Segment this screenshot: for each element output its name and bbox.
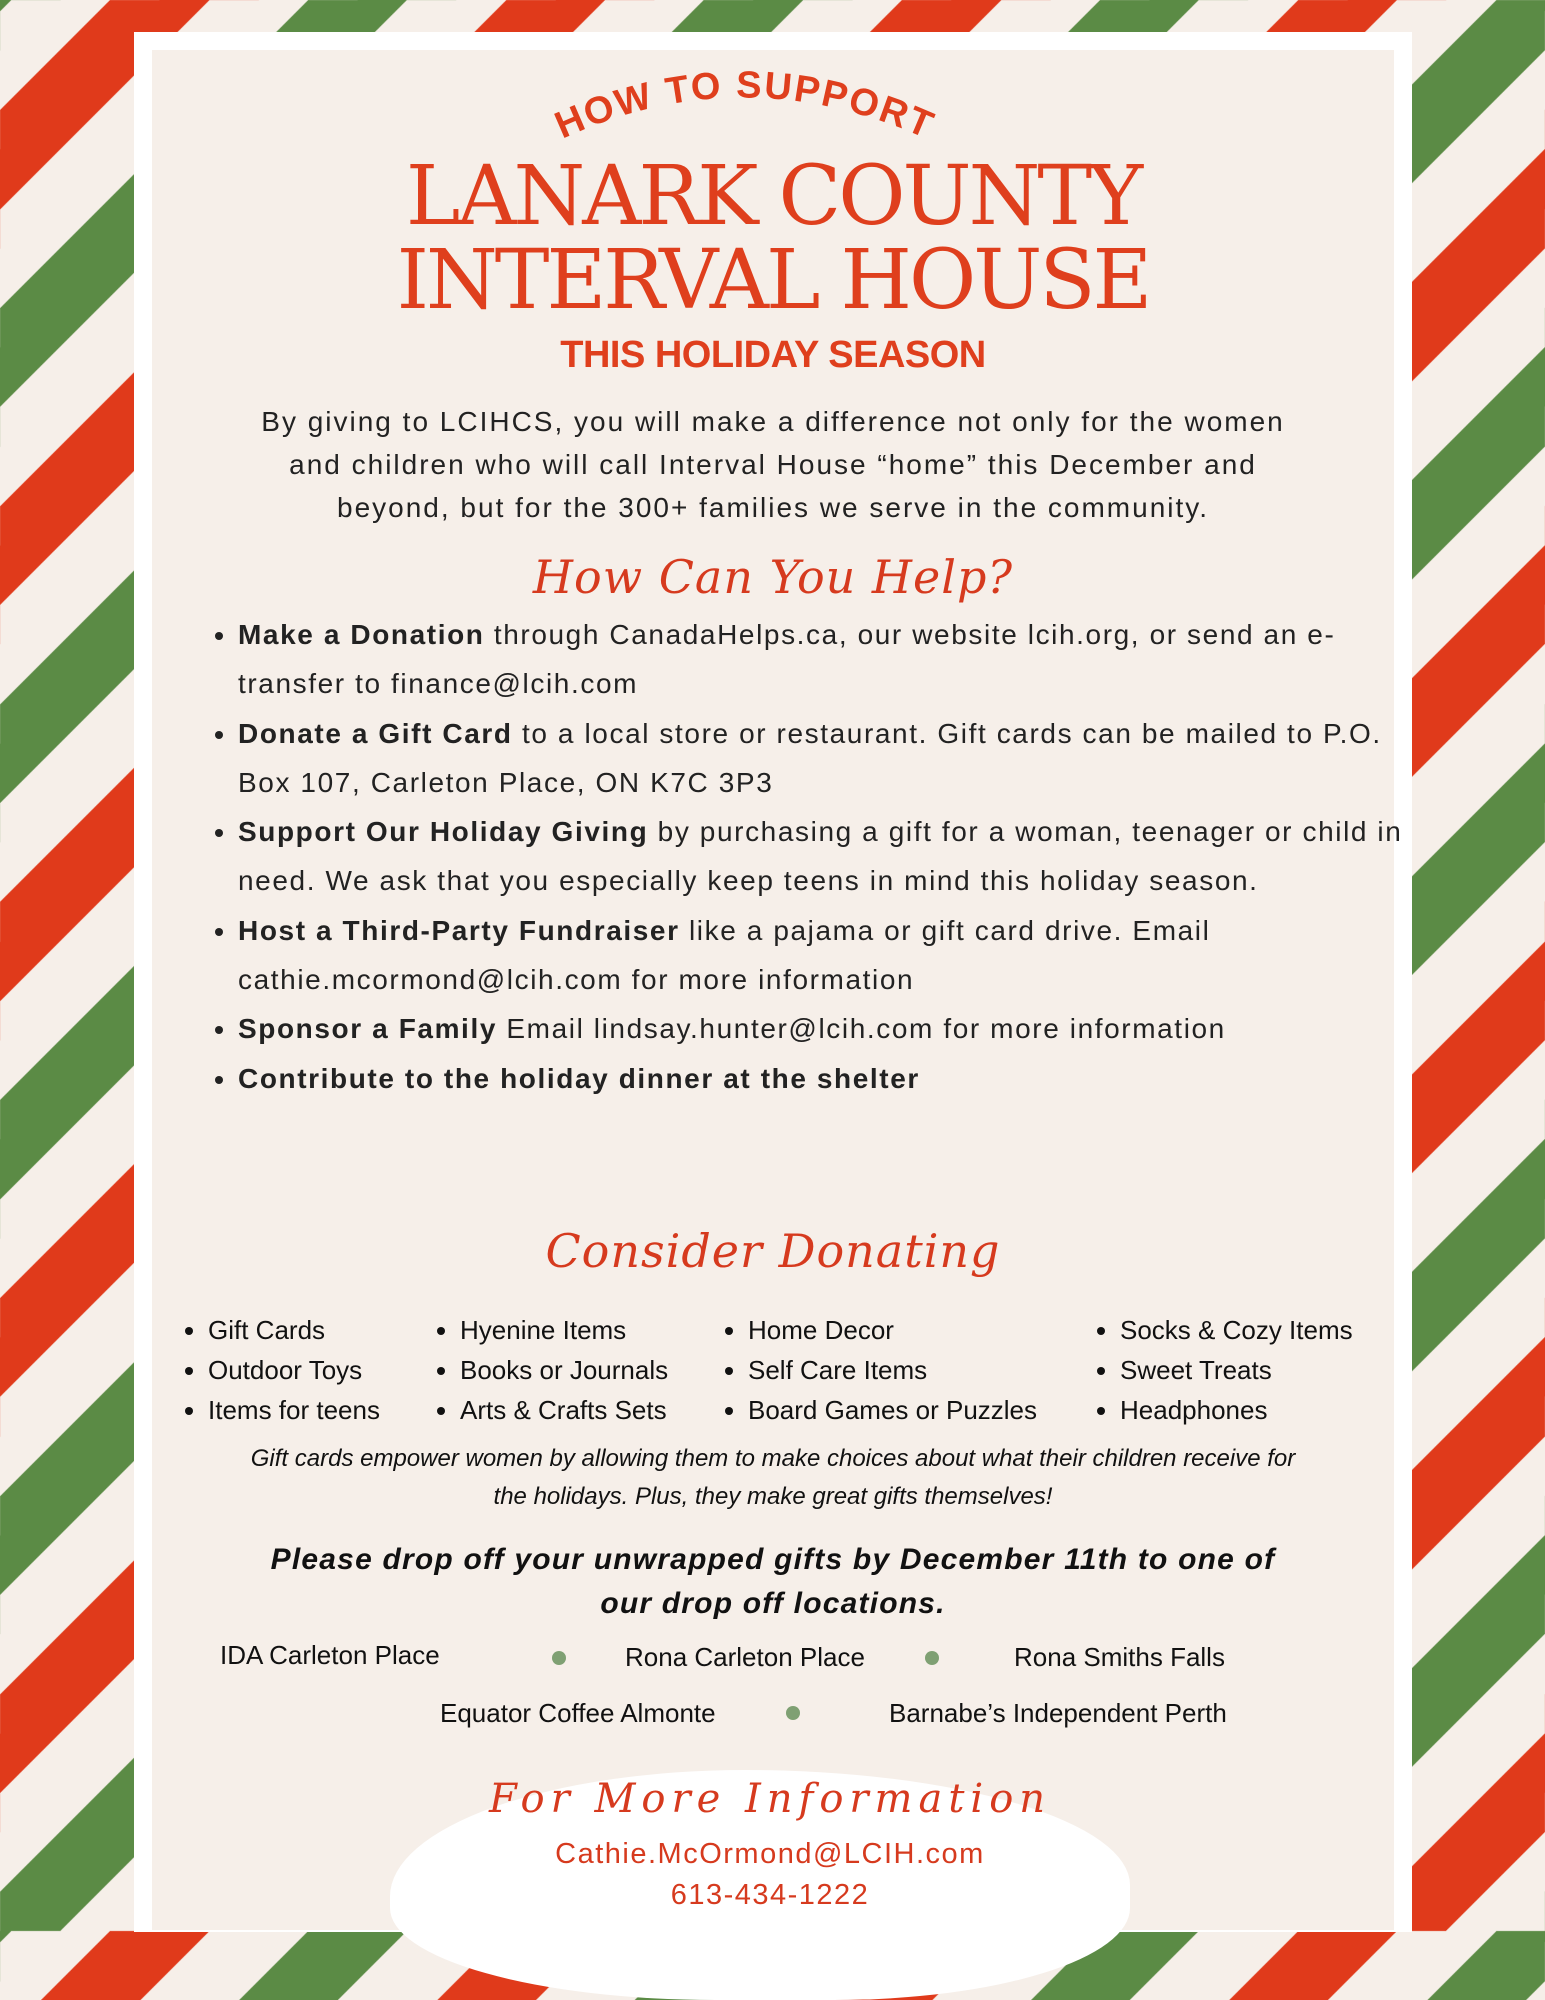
donation-column-3 (718, 1310, 1037, 1430)
help-item-bold: Contribute to the holiday dinner at the shelter (238, 1062, 920, 1094)
note-line-1: Gift cards empower women by allowing them to make choices about what their children receive for (250, 1445, 1296, 1472)
help-item-bold: Support Our Holiday Giving (238, 816, 649, 848)
help-item-bold: Sponsor a Family (238, 1013, 497, 1045)
donation-column-1 (178, 1310, 380, 1430)
list-item: • Socks & Cozy Items (1120, 1310, 1353, 1350)
help-item (238, 807, 1408, 906)
donation-column-2 (430, 1310, 668, 1430)
dropoff-line-1: Please drop off your unwrapped gifts by December 11th to one of (270, 1543, 1276, 1576)
list-item: • Gift Cards (208, 1310, 380, 1350)
location-ida-carleton-place: IDA Carleton Place (220, 1640, 440, 1670)
help-item-text: to a local store or restaurant. Gift cards can be mailed to P.O. Box 107, Carleton Place, ON K7C 3P3 (238, 717, 1382, 798)
help-item-bold: Donate a Gift Card (238, 717, 513, 749)
list-item: • Books or Journals (460, 1350, 668, 1390)
contact-email[interactable]: Cathie.McOrmond@LCIH.com (555, 1838, 985, 1870)
location-barnabes-independent-perth: Barnabe’s Independent Perth (889, 1698, 1227, 1728)
help-item (238, 709, 1408, 808)
help-list (200, 610, 1408, 1103)
intro-paragraph (170, 400, 1376, 529)
help-item (238, 1054, 1408, 1103)
note-line-2: the holidays. Plus, they make great gifts themselves! (493, 1483, 1053, 1510)
gift-card-note (170, 1440, 1376, 1516)
list-item: • Home Decor (748, 1310, 1037, 1350)
location-rona-carleton-place: Rona Carleton Place (625, 1642, 865, 1672)
list-item: • Outdoor Toys (208, 1350, 380, 1390)
intro-line-1: By giving to LCIHCS, you will make a difference not only for the women (261, 406, 1285, 437)
list-item: • Hyenine Items (460, 1310, 668, 1350)
dropoff-line-2: our drop off locations. (600, 1587, 946, 1620)
title-line-2: INTERVAL HOUSE (396, 233, 1150, 328)
consider-heading: Consider Donating (545, 1224, 1001, 1278)
help-heading: How Can You Help? (532, 550, 1014, 604)
help-item-text: like a pajama or gift card drive. Email cathie.mcormond@lcih.com for more information (238, 914, 1211, 996)
intro-line-2: and children who will call Interval House “home” this December and (289, 449, 1257, 480)
list-item: • Self Care Items (748, 1350, 1037, 1390)
donation-column-4 (1090, 1310, 1353, 1430)
page-subtitle: THIS HOLIDAY SEASON (560, 334, 986, 376)
contact-phone[interactable]: 613-434-1222 (670, 1879, 870, 1911)
help-item-bold: Make a Donation (238, 619, 485, 650)
help-item-bold: Host a Third-Party Fundraiser (238, 914, 680, 946)
dropoff-message (170, 1538, 1376, 1626)
page-title (152, 149, 1394, 328)
help-item (238, 906, 1408, 1005)
list-item: • Arts & Crafts Sets (460, 1390, 668, 1430)
separator-dot-icon (552, 1651, 566, 1665)
title-line-1: LANARK COUNTY (405, 149, 1141, 244)
location-rona-smiths-falls: Rona Smiths Falls (1014, 1642, 1225, 1672)
help-item (238, 610, 1408, 709)
arc-title-text: HOW TO SUPPORT (549, 64, 941, 148)
separator-dot-icon (786, 1706, 800, 1720)
separator-dot-icon (925, 1651, 939, 1665)
svg-text:HOW TO SUPPORT (549, 64, 941, 147)
help-item-text: by purchasing a gift for a woman, teenager or child in need. We ask that you especially keep teens in mind this holiday season. (238, 816, 1403, 897)
list-item: • Board Games or Puzzles (748, 1390, 1037, 1430)
help-item-text: Email lindsay.hunter@lcih.com for more information (497, 1013, 1226, 1045)
help-item-text: through CanadaHelps.ca, our website lcih.org, or send an e-transfer to finance@lcih.com (238, 619, 1336, 700)
help-item (238, 1004, 1408, 1053)
location-equator-coffee-almonte: Equator Coffee Almonte (440, 1698, 716, 1728)
list-item: • Items for teens (208, 1390, 380, 1430)
list-item: • Sweet Treats (1120, 1350, 1353, 1390)
list-item: • Headphones (1120, 1390, 1353, 1430)
info-heading: For More Information (488, 1776, 1052, 1822)
intro-line-3: beyond, but for the 300+ families we serve in the community. (337, 492, 1209, 523)
